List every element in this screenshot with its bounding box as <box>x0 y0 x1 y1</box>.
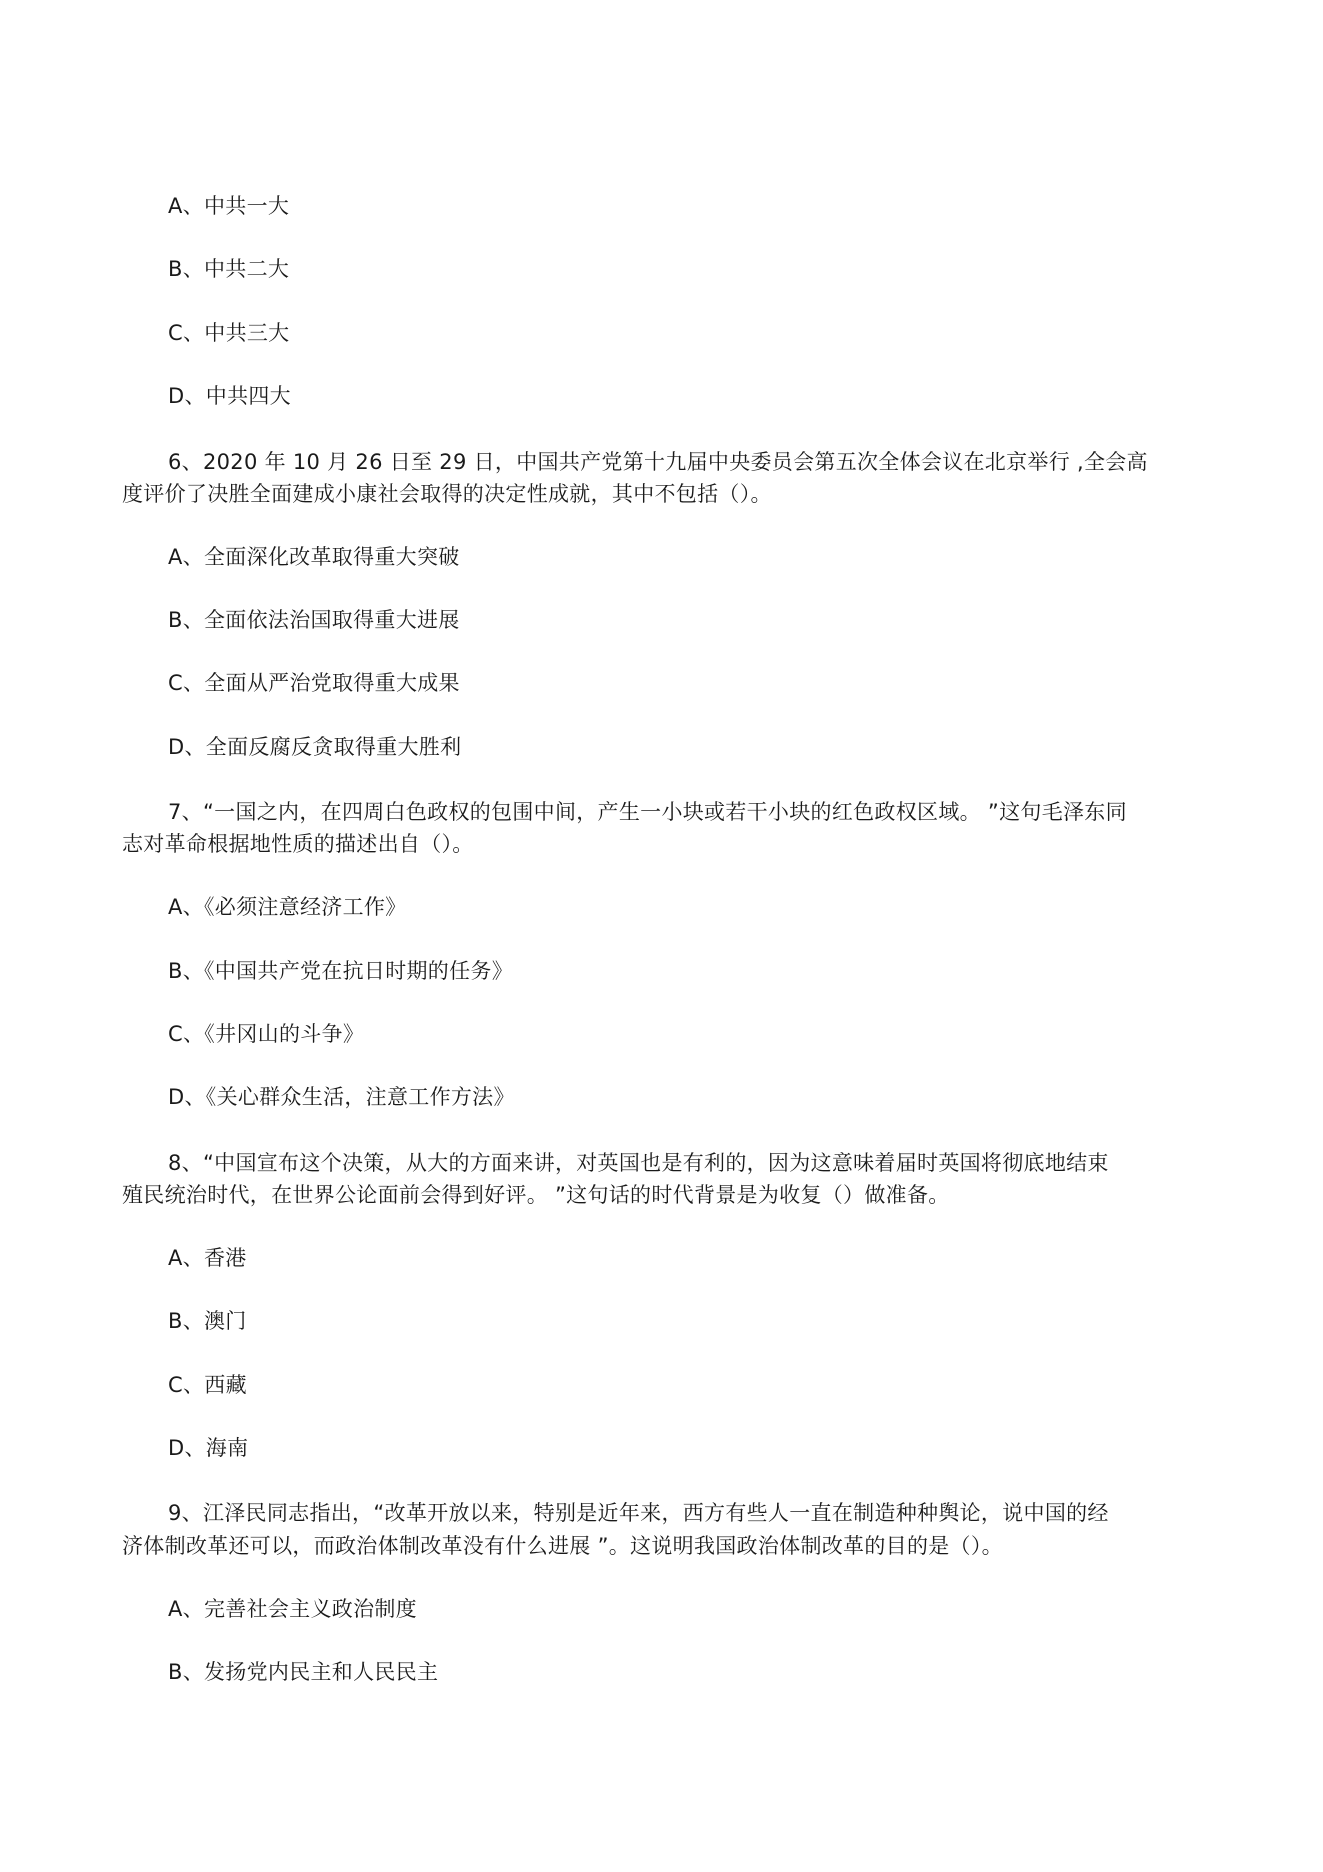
question-7-option-d: D、《关心群众生活，注意工作方法》 <box>168 1085 515 1109</box>
question-7-option-c: C、《井冈山的斗争》 <box>168 1022 365 1046</box>
question-6-stem-line-1: 6、2020 年 10 月 26 日至 29 日，中国共产党第十九届中央委员会第五次全体会议在北京举行 ,全会高 <box>168 450 1148 474</box>
question-9-option-a: A、完善社会主义政治制度 <box>168 1597 417 1621</box>
question-7-option-a: A、《必须注意经济工作》 <box>168 895 407 919</box>
option-a-prev: A、中共一大 <box>168 194 290 218</box>
option-d-prev: D、中共四大 <box>168 384 291 408</box>
question-6-option-a: A、全面深化改革取得重大突破 <box>168 545 460 569</box>
question-7-stem-line-1: 7、“一国之内，在四周白色政权的包围中间，产生一小块或若干小块的红色政权区域。 ”这句毛泽东同 <box>168 800 1127 824</box>
option-c-prev: C、中共三大 <box>168 321 290 345</box>
question-9-option-b: B、发扬党内民主和人民民主 <box>168 1660 439 1684</box>
question-6-option-b: B、全面依法治国取得重大进展 <box>168 608 460 632</box>
question-6-stem-line-2: 度评价了决胜全面建成小康社会取得的决定性成就，其中不包括（）。 <box>122 482 772 506</box>
question-6-option-d: D、全面反腐反贪取得重大胜利 <box>168 735 462 759</box>
question-9-stem-line-2: 济体制改革还可以，而政治体制改革没有什么进展 ”。这说明我国政治体制改革的目的是（）。 <box>122 1534 1003 1558</box>
option-b-prev: B、中共二大 <box>168 257 290 281</box>
question-8-option-b: B、澳门 <box>168 1309 247 1333</box>
question-8-option-d: D、海南 <box>168 1436 249 1460</box>
question-8-stem-line-2: 殖民统治时代，在世界公论面前会得到好评。 ”这句话的时代背景是为收复（）做准备。 <box>122 1183 950 1207</box>
question-9-stem-line-1: 9、江泽民同志指出，“改革开放以来，特别是近年来，西方有些人一直在制造种种舆论，说中国的经 <box>168 1501 1109 1525</box>
question-7-option-b: B、《中国共产党在抗日时期的任务》 <box>168 959 514 983</box>
question-8-stem-line-1: 8、“中国宣布这个决策，从大的方面来讲，对英国也是有利的，因为这意味着届时英国将彻底地结束 <box>168 1151 1109 1175</box>
question-8-option-c: C、西藏 <box>168 1373 247 1397</box>
question-8-option-a: A、香港 <box>168 1246 247 1270</box>
question-6-option-c: C、全面从严治党取得重大成果 <box>168 671 460 695</box>
question-7-stem-line-2: 志对革命根据地性质的描述出自（）。 <box>122 832 474 856</box>
